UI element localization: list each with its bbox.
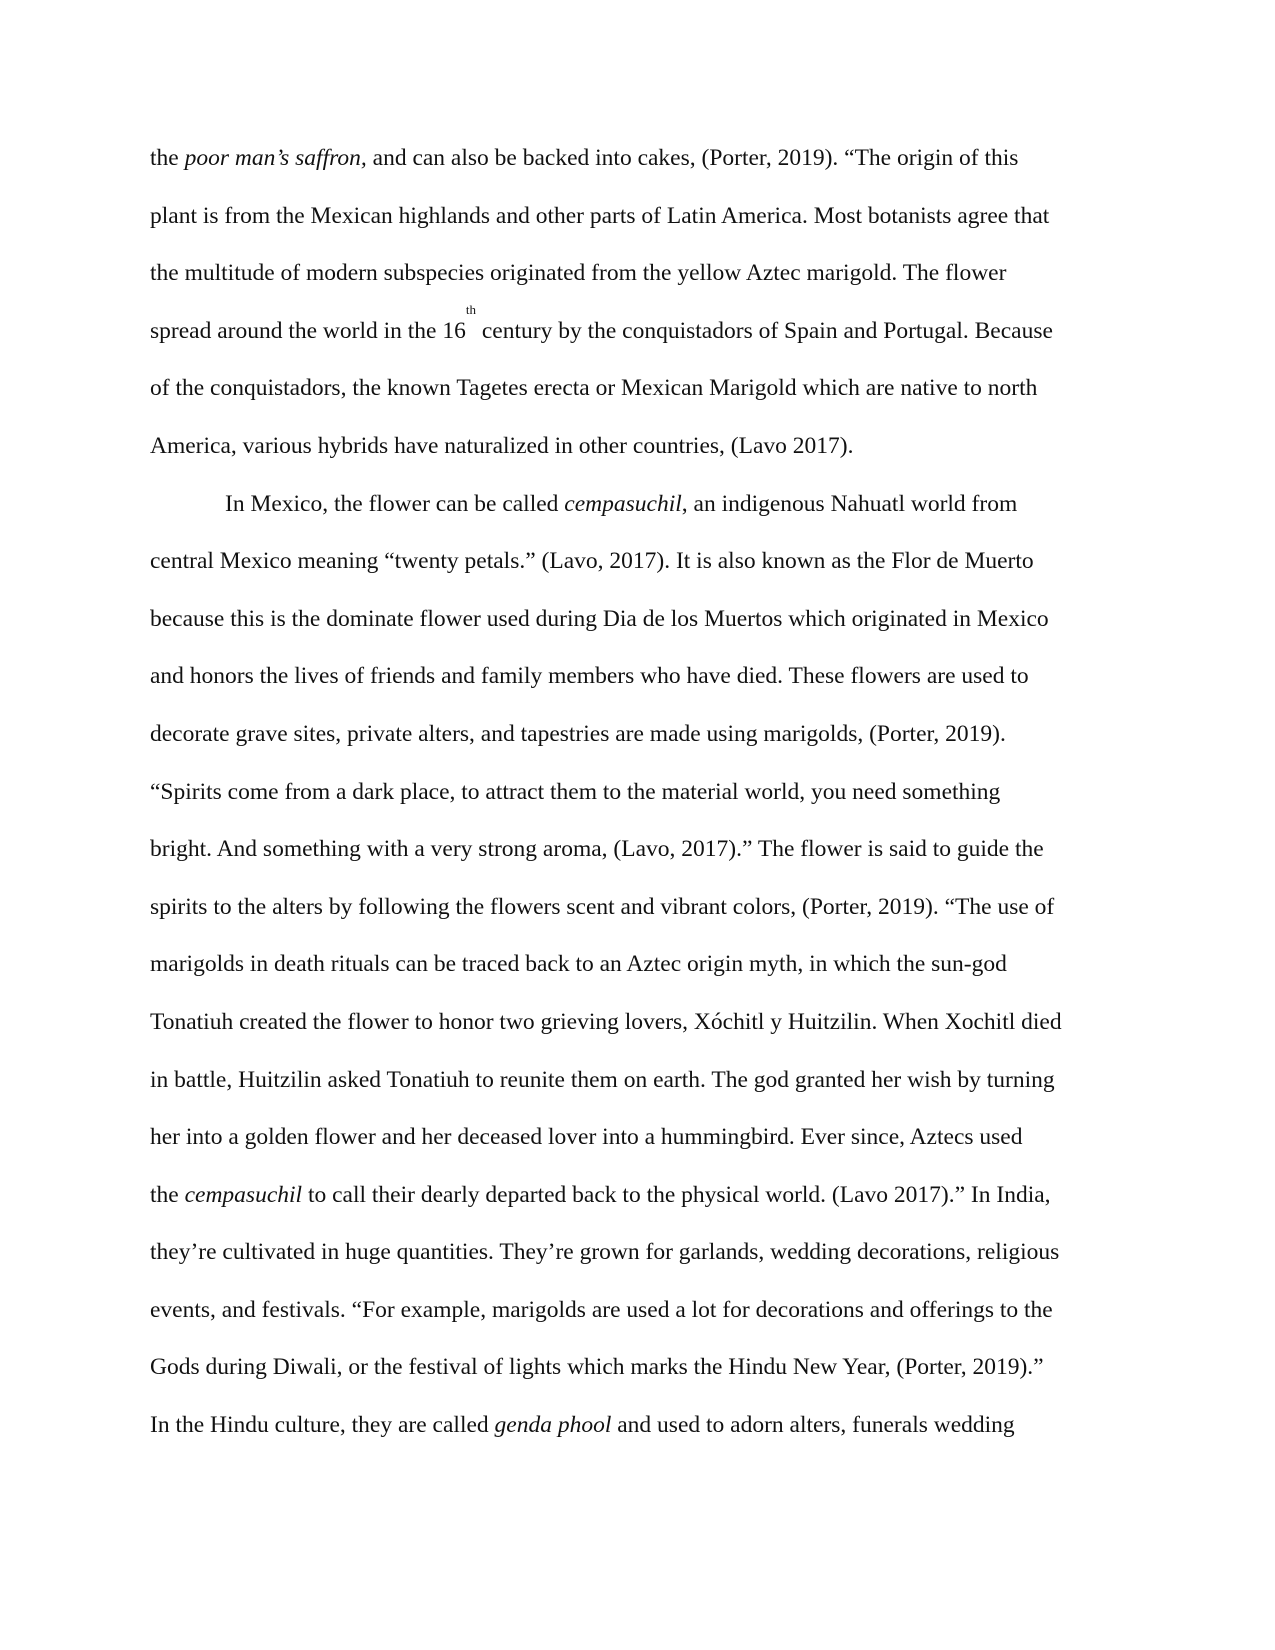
text-segment: “Spirits come from a dark place, to attract them to the material world, you need something <box>150 778 1001 805</box>
text-line <box>150 827 1150 885</box>
text-segment: decorate grave sites, private alters, and tapestries are made using marigolds, (Porter, 2019). <box>150 720 1006 747</box>
text-segment: the <box>150 1181 185 1208</box>
text-line <box>150 1173 1150 1231</box>
text-line <box>150 654 1150 712</box>
text-segment: Gods during Diwali, or the festival of lights which marks the Hindu New Year, (Porter, 2019).” <box>150 1354 1044 1381</box>
text-line <box>150 539 1150 597</box>
italic-text: poor man’s saffron, <box>184 145 367 171</box>
text-segment: of the conquistadors, the known Tagetes erecta or Mexican Marigold which are native to north <box>150 375 1038 402</box>
text-segment: the <box>150 145 185 171</box>
text-segment: and can also be backed into cakes, (Porter, 2019). “The origin of this <box>366 145 1019 171</box>
text-line <box>150 770 1150 828</box>
text-segment: her into a golden flower and her deceased lover into a hummingbird. Ever since, Aztecs used <box>150 1124 1023 1151</box>
text-line <box>150 885 1150 943</box>
text-line <box>150 301 1150 367</box>
text-line <box>150 1000 1150 1058</box>
text-segment: spread around the world in the 16 <box>150 317 466 344</box>
text-segment: because this is the dominate flower used during Dia de los Muertos which originated in Mexico <box>150 605 1049 632</box>
text-line <box>150 424 1150 482</box>
text-segment: In the Hindu culture, they are called <box>150 1412 495 1439</box>
text-segment: Tonatiuh created the flower to honor two grieving lovers, Xóchitl y Huitzilin. When Xochitl died <box>150 1008 1062 1035</box>
text-line <box>150 194 1150 252</box>
body-text <box>150 136 1150 1461</box>
text-segment: spirits to the alters by following the flowers scent and vibrant colors, (Porter, 2019). “The use of <box>150 893 1055 920</box>
text-segment: marigolds in death rituals can be traced back to an Aztec origin myth, in which the sun-god <box>150 951 1007 978</box>
text-line <box>150 1345 1150 1403</box>
superscript-text: th <box>465 301 476 317</box>
text-line <box>150 1058 1150 1116</box>
italic-text: cempasuchil <box>184 1181 303 1208</box>
text-line <box>150 1288 1150 1346</box>
text-line <box>150 1230 1150 1288</box>
text-line <box>150 712 1150 770</box>
text-segment: events, and festivals. “For example, marigolds are used a lot for decorations and offerings to the <box>150 1296 1053 1323</box>
text-segment: America, various hybrids have naturalized in other countries, (Lavo 2017). <box>150 432 854 459</box>
text-line <box>150 482 1150 540</box>
text-segment: bright. And something with a very strong aroma, (Lavo, 2017).” The flower is said to guide the <box>150 836 1044 863</box>
text-segment: and used to adorn alters, funerals wedding <box>611 1412 1015 1439</box>
text-segment: In Mexico, the flower can be called <box>225 490 565 517</box>
text-segment: , an indigenous Nahuatl world from <box>681 490 1018 517</box>
text-line <box>150 136 1150 194</box>
text-line <box>150 251 1150 309</box>
text-line <box>150 597 1150 655</box>
text-line <box>150 1115 1150 1173</box>
text-line <box>150 942 1150 1000</box>
text-segment: central Mexico meaning “twenty petals.” (Lavo, 2017). It is also known as the Flor de Muerto <box>150 548 1034 575</box>
text-line <box>150 1403 1150 1461</box>
text-segment: the multitude of modern subspecies originated from the yellow Aztec marigold. The flower <box>150 260 1007 287</box>
text-line <box>150 366 1150 424</box>
text-segment: and honors the lives of friends and family members who have died. These flowers are used to <box>150 663 1029 690</box>
text-segment: they’re cultivated in huge quantities. They’re grown for garlands, wedding decorations, religious <box>150 1239 1060 1266</box>
text-segment: in battle, Huitzilin asked Tonatiuh to reunite them on earth. The god granted her wish by turning <box>150 1066 1055 1093</box>
italic-text: cempasuchil <box>564 490 682 517</box>
italic-text: genda phool <box>494 1412 612 1439</box>
text-segment: to call their dearly departed back to the physical world. (Lavo 2017).” In India, <box>302 1181 1051 1208</box>
text-segment: plant is from the Mexican highlands and other parts of Latin America. Most botanists agree that <box>150 202 1050 229</box>
text-segment: century by the conquistadors of Spain and Portugal. Because <box>476 317 1053 344</box>
